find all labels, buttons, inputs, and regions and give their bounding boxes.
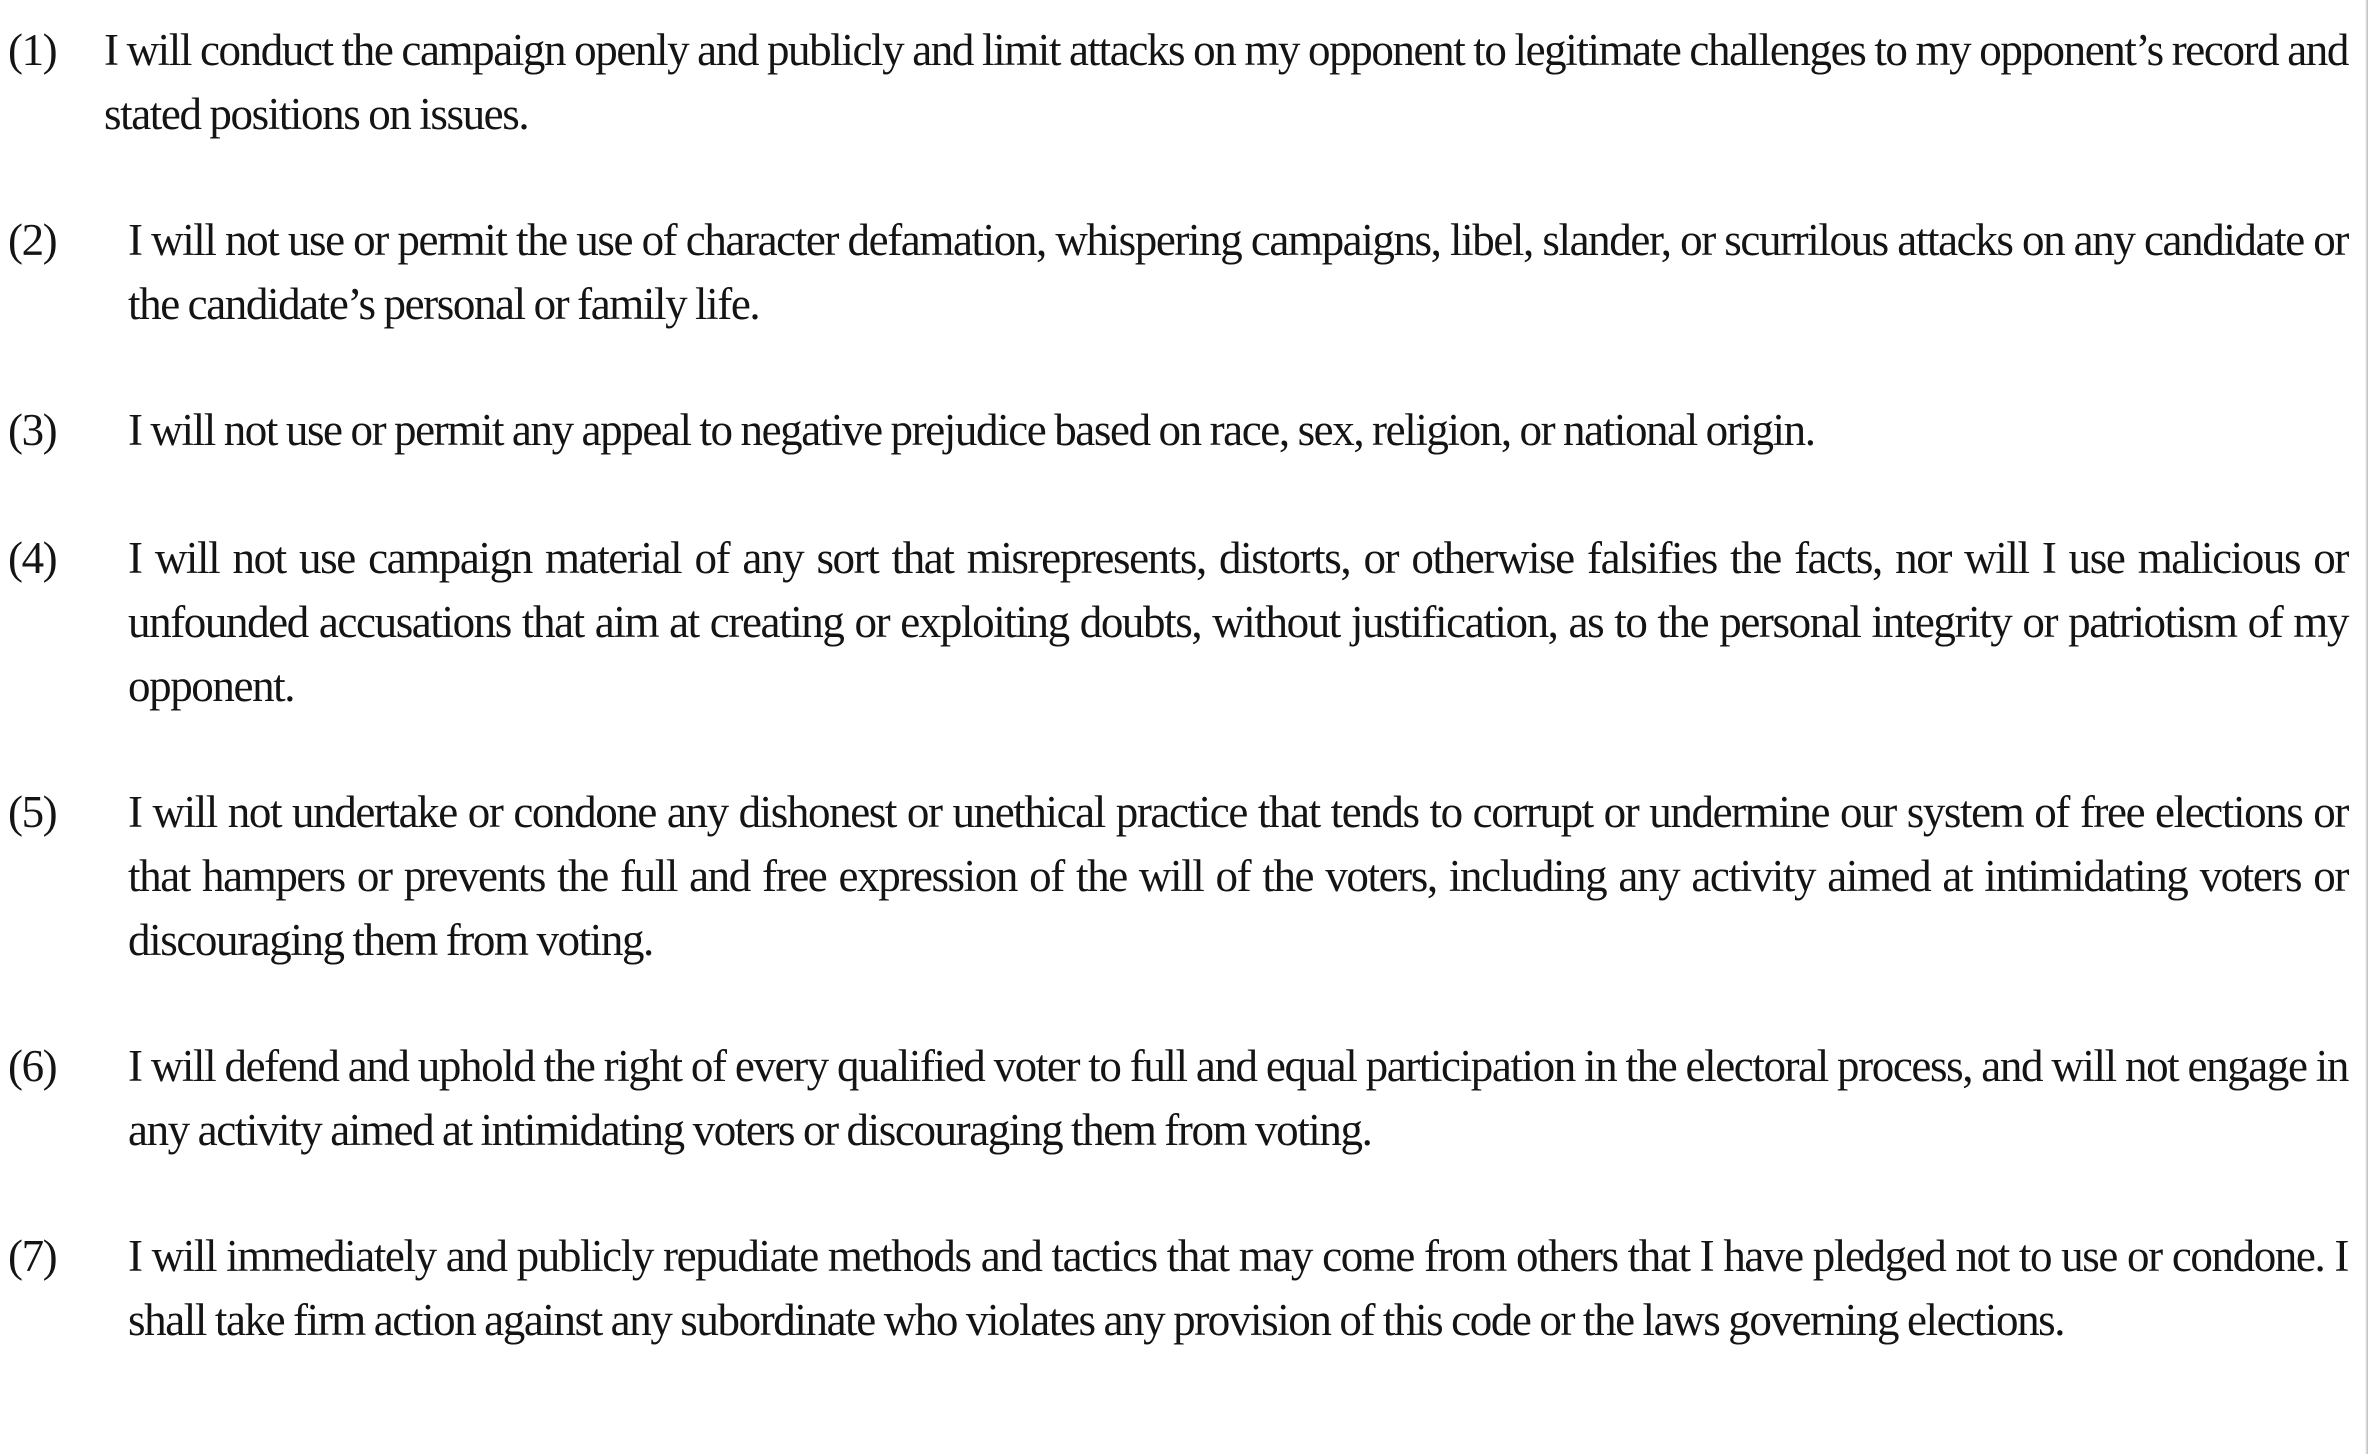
pledge-text: I will not use or permit the use of character defamation, whispering campaigns, libel, slander, or scurrilous attacks on any candidate or the candidate’s personal or family life. [128,215,2348,329]
pledge-text: I will immediately and publicly repudiate methods and tactics that may come from others that I have pledged not to use or condone. I shall take firm action against any subordinate who violates any provision of this code or the laws governing elections. [128,1231,2348,1345]
pledge-number: (7) [8,1231,57,1281]
pledge-number: (2) [8,215,57,265]
pledge-number: (5) [8,787,57,837]
pledge-text: I will conduct the campaign openly and publicly and limit attacks on my opponent to legitimate challenges to my opponent’s record and stated positions on issues. [104,25,2348,139]
pledge-text: I will not undertake or condone any dishonest or unethical practice that tends to corrupt or undermine our system of free elections or that hampers or prevents the full and free expression of the will of the voters, including any activity aimed at intimidating voters or discouraging them from voting. [128,787,2348,965]
pledge-number: (1) [8,25,57,75]
pledge-text: I will defend and uphold the right of every qualified voter to full and equal participation in the electoral process, and will not engage in any activity aimed at intimidating voters or discouraging them from voting. [128,1041,2348,1155]
pledge-number: (6) [8,1041,57,1091]
pledge-number: (3) [8,405,57,455]
pledge-number: (4) [8,533,57,583]
pledge-text: I will not use or permit any appeal to negative prejudice based on race, sex, religion, or national origin. [128,405,1815,455]
pledge-text: I will not use campaign material of any sort that misrepresents, distorts, or otherwise falsifies the facts, nor will I use malicious or unfounded accusations that aim at creating or exploiting doubts, without justification, as to the personal integrity or patriotism of my opponent. [128,533,2348,711]
